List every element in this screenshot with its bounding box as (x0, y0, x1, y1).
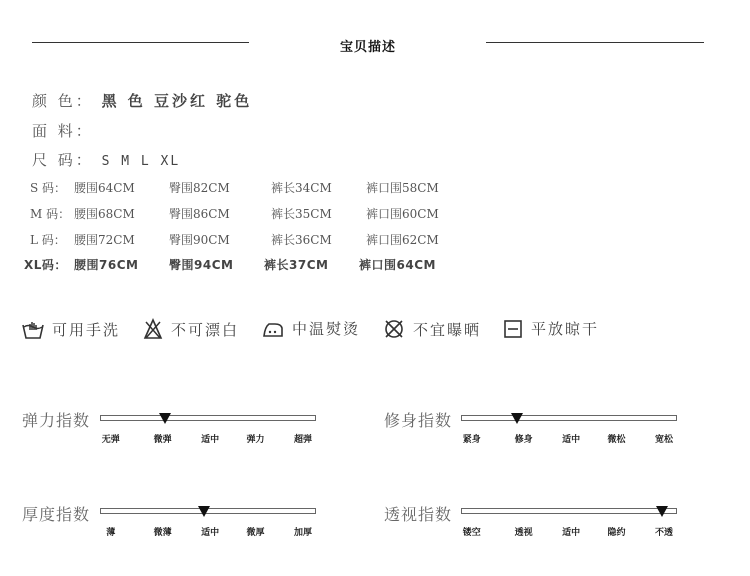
care-label: 不宜曝晒 (413, 320, 482, 339)
index-scale-label: 紧身 (462, 435, 481, 445)
flat-dry-icon (503, 319, 523, 339)
hip: 臀围86CM (169, 207, 230, 221)
size-label: XL码： (24, 258, 67, 272)
index-scale-label: 微薄 (153, 528, 172, 538)
index-scale-bar (461, 508, 677, 514)
waist: 腰围72CM (74, 233, 135, 247)
index-title: 弹力指数 (22, 411, 91, 430)
index-marker (511, 413, 523, 424)
index-scale-label: 不透 (655, 528, 674, 538)
size-label: S 码： (30, 181, 67, 195)
iron-medium-icon (262, 319, 284, 339)
care-flat-dry (503, 318, 599, 339)
no-sun-dry-icon (383, 318, 405, 340)
index-scale-label: 适中 (562, 435, 581, 445)
index-marker (656, 506, 668, 517)
care-iron (262, 318, 360, 339)
index-title: 厚度指数 (22, 505, 91, 524)
spec-size-values: S M L XL (101, 154, 181, 169)
index-scale-label: 微厚 (246, 528, 265, 538)
index-marker (159, 413, 171, 424)
index-scale-bar (100, 415, 316, 421)
index-scale-label: 隐约 (607, 528, 626, 538)
index-scale-label: 适中 (201, 435, 220, 445)
length: 裤长35CM (271, 207, 332, 221)
length: 裤长34CM (271, 181, 332, 195)
size-label: L 码： (30, 233, 66, 247)
hip: 臀围94CM (169, 258, 234, 272)
index-scale-label: 宽松 (655, 435, 674, 445)
hand-wash-icon (22, 318, 44, 340)
care-label: 平放晾干 (531, 320, 600, 338)
index-scale-label: 弹力 (246, 435, 265, 445)
index-scale-label: 加厚 (294, 528, 313, 538)
index-title: 修身指数 (384, 411, 453, 430)
waist: 腰围68CM (74, 207, 135, 221)
spec-color (32, 90, 252, 111)
waist: 腰围64CM (74, 181, 135, 195)
waist: 腰围76CM (74, 258, 139, 272)
care-label: 不可漂白 (171, 320, 240, 339)
index-marker (198, 506, 210, 517)
index-scale-label: 无弹 (101, 435, 120, 445)
spec-size (32, 149, 180, 170)
index-scale-label: 微松 (607, 435, 626, 445)
length: 裤长37CM (264, 258, 329, 272)
care-label: 中温熨烫 (292, 320, 361, 338)
spec-fabric (32, 120, 94, 141)
no-bleach-icon (143, 318, 163, 340)
index-scale-label: 超弹 (294, 435, 313, 445)
hip: 臀围90CM (169, 233, 230, 247)
hem: 裤口围58CM (366, 181, 439, 195)
length: 裤长36CM (271, 233, 332, 247)
index-scale-label: 微弹 (153, 435, 172, 445)
spec-size-label: 尺 码： (32, 151, 94, 169)
hem: 裤口围60CM (366, 207, 439, 221)
spec-fabric-label: 面 料： (32, 122, 94, 140)
index-scale-label: 镂空 (462, 528, 481, 538)
index-scale-label: 适中 (562, 528, 581, 538)
index-scale-bar (461, 415, 677, 421)
care-no-sun (383, 318, 481, 340)
hem: 裤口围64CM (359, 258, 436, 272)
care-label: 可用手洗 (52, 320, 121, 339)
hip: 臀围82CM (169, 181, 230, 195)
hem: 裤口围62CM (366, 233, 439, 247)
page-title: 宝贝描述 (339, 40, 396, 55)
header-left-rule (32, 42, 249, 43)
index-scale-label: 薄 (106, 528, 116, 538)
care-hand-wash (22, 318, 120, 340)
index-scale-label: 适中 (201, 528, 220, 538)
size-label: M 码： (30, 207, 71, 221)
care-no-bleach (143, 318, 239, 340)
index-scale-label: 透视 (514, 528, 533, 538)
spec-color-values: 黑 色 豆沙红 驼色 (101, 92, 253, 110)
index-scale-label: 修身 (514, 435, 533, 445)
header-right-rule (486, 42, 704, 43)
spec-color-label: 颜 色： (32, 92, 94, 110)
index-title: 透视指数 (384, 505, 453, 524)
